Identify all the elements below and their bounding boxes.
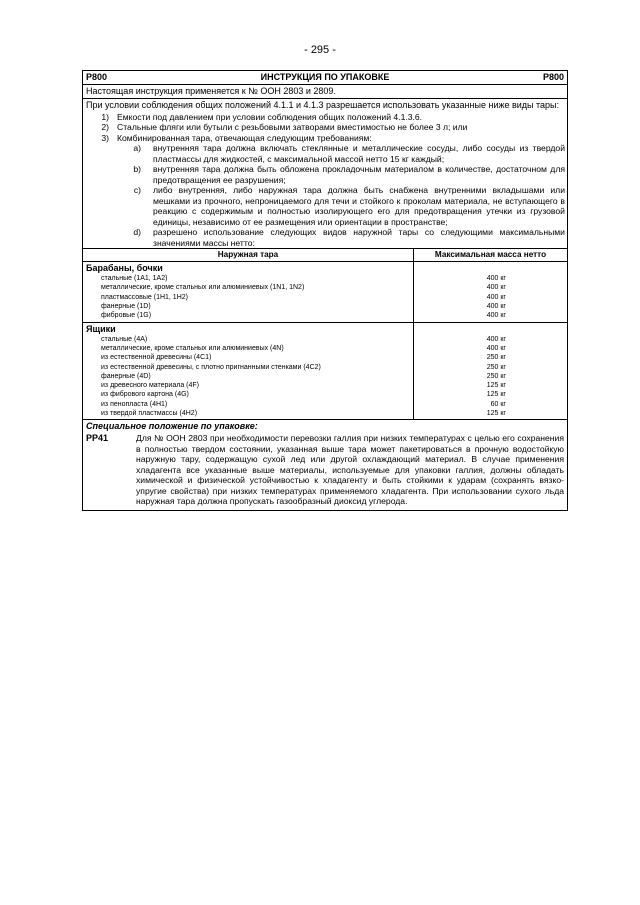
sub-item-text: либо внутренняя, либо наружная тара должна быть снабжена внутренними вкладышами или мешками из прочного, непроницаемого для течи и стойкого к проколам материала, не вступающего в реакцию с содержимым и полностью изолирующего его для предотвращения утечки из грузовой единицы, независимо от ее размещения или ориентации в пространстве; — [153, 185, 565, 227]
table-row-value: 400 кг — [486, 303, 506, 311]
section-title: Ящики — [86, 323, 116, 334]
list-item — [83, 133, 567, 143]
table-row-label: металлические, кроме стальных или алюминиевых (1N1, 1N2) — [101, 284, 305, 292]
sub-item-text: внутренняя тара должна включать стеклянные и металлические сосуды, либо сосуды из твердой пластмассы для жидкостей, с максимальной массой нетто 15 кг каждый; — [153, 143, 565, 164]
intro-text: При условии соблюдения общих положений 4.1.1 и 4.1.3 разрешается использовать указанные ниже виды тары: — [86, 99, 560, 110]
sub-item — [83, 185, 567, 227]
column-header-outer-packaging: Наружная тара — [83, 249, 414, 261]
table-row-label: фибровые (1G) — [101, 312, 152, 320]
requirements-block — [83, 99, 567, 249]
sub-item-letter: b) — [133, 164, 141, 175]
instruction-code-right: P800 — [542, 72, 564, 82]
list-item-text: Емкости под давлением при условии соблюдения общих положений 4.1.3.6. — [117, 111, 423, 122]
sub-item — [83, 164, 567, 185]
table-row-label: из естественной древесины (4C1) — [101, 354, 212, 362]
list-item — [83, 122, 567, 132]
table-row-label: пластмассовые (1H1, 1H2) — [101, 293, 188, 301]
special-provision-text: Для № ООН 2803 при необходимости перевозки галлия при низких температурах с целью его сохранения в полностью твердом состоянии, указанная выше тара может пакетироваться в прочную водостойкую наружную тару, содержащую сухой лед или другой охлаждающий материал. В случае применения хладагента все указанные выше материалы, используемые для упаковки галлия, должны обладать химической и физической устойчивостью к хладагенту и быть стойкими к ударам (сохранять вязко-упругие свойства) при низких температурах применяемого хладагента. При использовании сухого льда наружная тара должна пропускать газообразный диоксид углерода. — [136, 433, 564, 507]
table-row-label: фанерные (4D) — [101, 372, 151, 380]
packaging-table-header — [83, 249, 567, 262]
table-row-value: 125 кг — [486, 382, 506, 390]
sub-item-letter: d) — [133, 227, 141, 238]
special-provision-title: Специальное положение по упаковке: — [86, 421, 258, 432]
sub-item-text: разрешено использование следующих видов наружной тары со следующими максимальными значениями массы нетто: — [153, 227, 565, 248]
table-row-value: 250 кг — [486, 354, 506, 362]
table-row-value: 125 кг — [486, 410, 506, 417]
sub-item-letter: a) — [133, 143, 141, 154]
table-row-value: 400 кг — [486, 293, 506, 301]
list-item-text: Комбинированная тара, отвечающая следующим требованиям: — [117, 132, 372, 143]
page-number: - 295 - — [304, 44, 336, 56]
list-item-text: Стальные фляги или бутыли с резьбовыми затворами вместимостью не более 3 л; или — [117, 122, 468, 133]
table-row-label: стальные (1A1, 1A2) — [101, 275, 168, 283]
table-row-label: стальные (4A) — [101, 335, 148, 343]
table-row-label: из твердой пластмассы (4H2) — [101, 410, 198, 417]
table-row-label: из естественной древесины, с плотно пригнанными стенками (4C2) — [101, 363, 321, 371]
instruction-code-left: P800 — [86, 72, 108, 82]
sub-item-text: внутренняя тара должна быть обложена прокладочным материалом в количестве, достаточном для предотвращения ее разрушения; — [153, 164, 565, 185]
table-row-value: 400 кг — [486, 335, 506, 343]
instruction-title: ИНСТРУКЦИЯ ПО УПАКОВКЕ — [260, 72, 390, 82]
column-header-max-mass: Максимальная масса нетто — [434, 250, 547, 260]
table-row-value: 250 кг — [486, 363, 506, 371]
section-boxes — [83, 323, 567, 421]
list-item-number: 2) — [101, 122, 109, 133]
table-row-value: 60 кг — [490, 400, 506, 408]
list-item-number: 3) — [101, 132, 109, 143]
table-row-value: 400 кг — [486, 312, 506, 320]
table-row-label: из фибрового картона (4G) — [101, 391, 189, 399]
table-row-label: фанерные (1D) — [101, 303, 151, 311]
sub-item-letter: c) — [133, 185, 141, 196]
special-provision — [83, 420, 567, 509]
table-row-value: 400 кг — [486, 275, 506, 283]
instruction-header — [83, 71, 567, 85]
table-row-value: 400 кг — [486, 344, 506, 352]
applies-text: Настоящая инструкция применяется к № ООН 2803 и 2809. — [83, 85, 567, 99]
table-row-value: 125 кг — [486, 391, 506, 399]
sub-item — [83, 143, 567, 164]
sub-item — [83, 227, 567, 248]
list-item — [83, 112, 567, 122]
table-row-label: из древесного материала (4F) — [101, 382, 199, 390]
table-row-value: 250 кг — [486, 372, 506, 380]
table-row-label: металлические, кроме стальных или алюминиевых (4N) — [101, 344, 284, 352]
list-item-number: 1) — [101, 111, 109, 122]
section-drums — [83, 262, 567, 322]
special-provision-code: PP41 — [86, 433, 109, 444]
instruction-table — [82, 70, 568, 511]
table-row-label: из пенопласта (4H1) — [101, 400, 168, 408]
section-title: Барабаны, бочки — [86, 263, 163, 274]
table-row-value: 400 кг — [486, 284, 506, 292]
